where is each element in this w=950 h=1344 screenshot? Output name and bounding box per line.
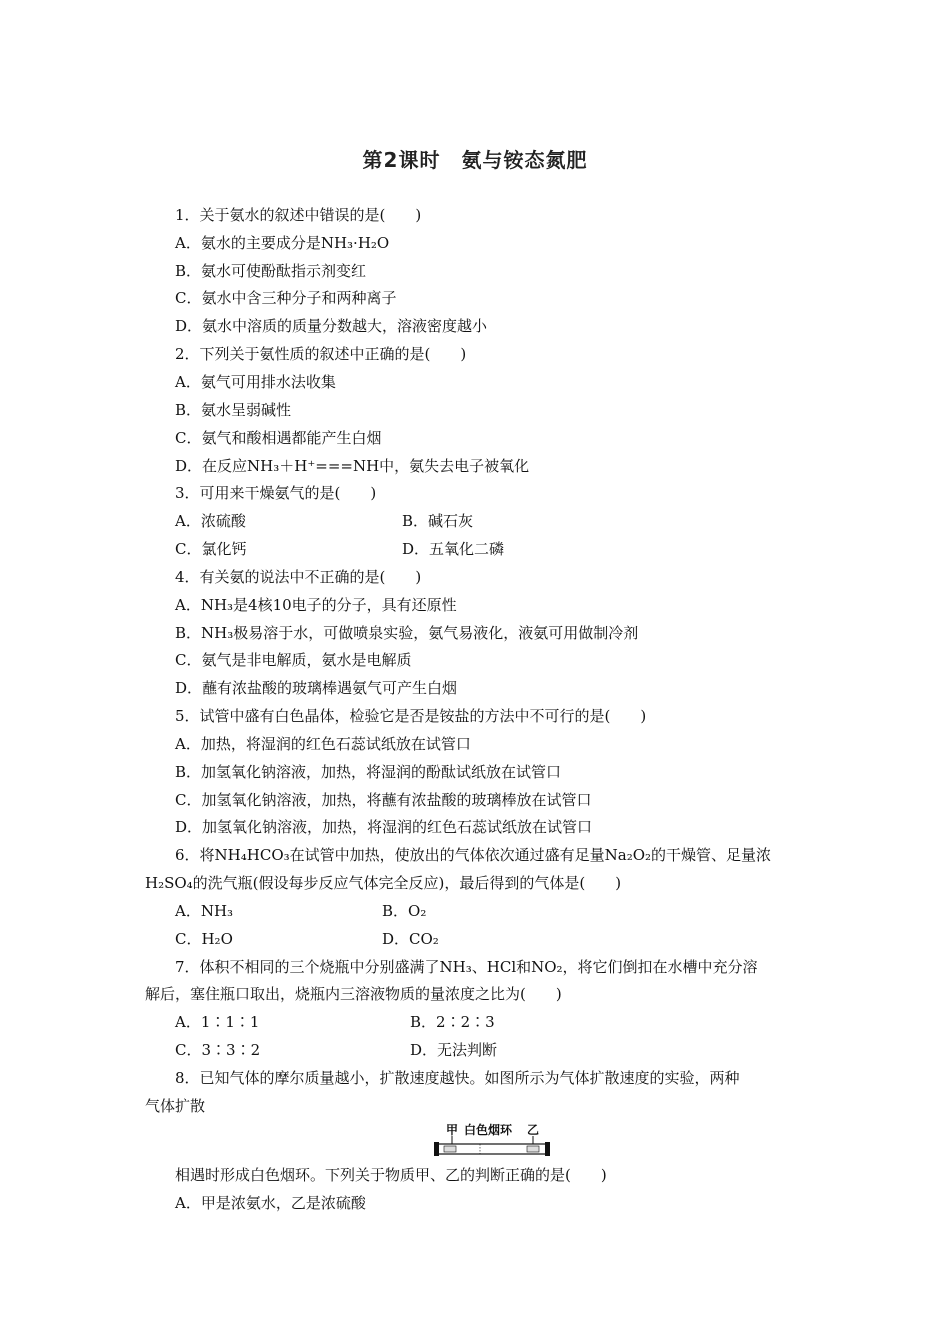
q2-option-d: D．在反应NH₃＋H⁺===NH中，氨失去电子被氧化 (175, 457, 530, 475)
q6-option-c: C．H₂O (175, 930, 233, 948)
q5-option-d: D．加氢氧化钠溶液，加热，将湿润的红色石蕊试纸放在试管口 (175, 818, 593, 836)
q7-option-a: A．1∶1∶1 (175, 1013, 260, 1031)
question-8-stem-cont: 气体扩散 (145, 1097, 206, 1115)
q5-option-b: B．加氢氧化钠溶液，加热，将湿润的酚酞试纸放在试管口 (175, 763, 562, 781)
q6-option-a: A．NH₃ (175, 902, 234, 920)
q3-option-d: D．五氧化二磷 (402, 540, 505, 558)
diffusion-tube-diagram (432, 1122, 552, 1158)
q1-option-c: C．氨水中含三种分子和两种离子 (175, 289, 397, 307)
q7-option-d: D．无法判断 (410, 1041, 498, 1059)
q5-option-c: C．加氢氧化钠溶液，加热，将蘸有浓盐酸的玻璃棒放在试管口 (175, 791, 592, 809)
q3-option-b: B．碱石灰 (402, 512, 474, 530)
q3-option-c: C．氯化钙 (175, 540, 247, 558)
question-6-stem-cont: H₂SO₄的洗气瓶(假设每步反应气体完全反应)，最后得到的气体是( ) (145, 874, 622, 892)
question-7-stem-cont: 解后，塞住瓶口取出，烧瓶内三溶液物质的量浓度之比为( ) (145, 985, 562, 1003)
question-8-stem: 8．已知气体的摩尔质量越小，扩散速度越快。如图所示为气体扩散速度的实验，两种 (175, 1069, 740, 1087)
stopper-left (434, 1142, 439, 1156)
q6-option-d: D．CO₂ (382, 930, 439, 948)
label-yi: 乙 (527, 1123, 540, 1137)
cotton-left (444, 1146, 456, 1152)
q3-option-a: A．浓硫酸 (175, 512, 246, 530)
q5-option-a: A．加热，将湿润的红色石蕊试纸放在试管口 (175, 735, 471, 753)
q4-option-c: C．氨气是非电解质，氨水是电解质 (175, 651, 412, 669)
q1-option-d: D．氨水中溶质的质量分数越大，溶液密度越小 (175, 317, 488, 335)
label-jia: 甲 (446, 1123, 459, 1137)
question-3-stem: 3．可用来干燥氨气的是( ) (175, 484, 377, 502)
q2-option-b: B．氨水呈弱碱性 (175, 401, 292, 419)
q7-option-b: B．2∶2∶3 (410, 1013, 495, 1031)
q2-option-a: A．氨气可用排水法收集 (175, 373, 336, 391)
question-1-stem: 1．关于氨水的叙述中错误的是( ) (175, 206, 422, 224)
question-8-stem-end: 相遇时形成白色烟环。下列关于物质甲、乙的判断正确的是( ) (175, 1166, 607, 1184)
question-4-stem: 4．有关氨的说法中不正确的是( ) (175, 568, 422, 586)
stopper-right (545, 1142, 550, 1156)
q7-option-c: C．3∶3∶2 (175, 1041, 261, 1059)
q4-option-b: B．NH₃极易溶于水，可做喷泉实验，氨气易液化，液氨可用做制冷剂 (175, 624, 639, 642)
question-2-stem: 2．下列关于氨性质的叙述中正确的是( ) (175, 345, 467, 363)
question-5-stem: 5．试管中盛有白色晶体，检验它是否是铵盐的方法中不可行的是( ) (175, 707, 647, 725)
q4-option-d: D．蘸有浓盐酸的玻璃棒遇氨气可产生白烟 (175, 679, 458, 697)
q6-option-b: B．O₂ (382, 902, 427, 920)
q1-option-b: B．氨水可使酚酞指示剂变红 (175, 262, 367, 280)
q1-option-a: A．氨水的主要成分是NH₃·H₂O (175, 234, 390, 252)
q4-option-a: A．NH₃是4核10电子的分子，具有还原性 (175, 596, 457, 614)
q2-option-c: C．氨气和酸相遇都能产生白烟 (175, 429, 382, 447)
cotton-right (527, 1146, 539, 1152)
label-white-smoke-ring: 白色烟环 (464, 1123, 513, 1137)
q8-option-a: A．甲是浓氨水，乙是浓硫酸 (175, 1194, 366, 1212)
diffusion-tube-svg (432, 1122, 552, 1158)
question-7-stem: 7．体积不相同的三个烧瓶中分别盛满了NH₃、HCl和NO₂，将它们倒扣在水槽中充分溶 (175, 958, 758, 976)
question-6-stem: 6．将NH₄HCO₃在试管中加热，使放出的气体依次通过盛有足量Na₂O₂的干燥管、足量浓 (175, 846, 772, 864)
page-title: 第2课时 氨与铵态氮肥 (362, 148, 588, 172)
